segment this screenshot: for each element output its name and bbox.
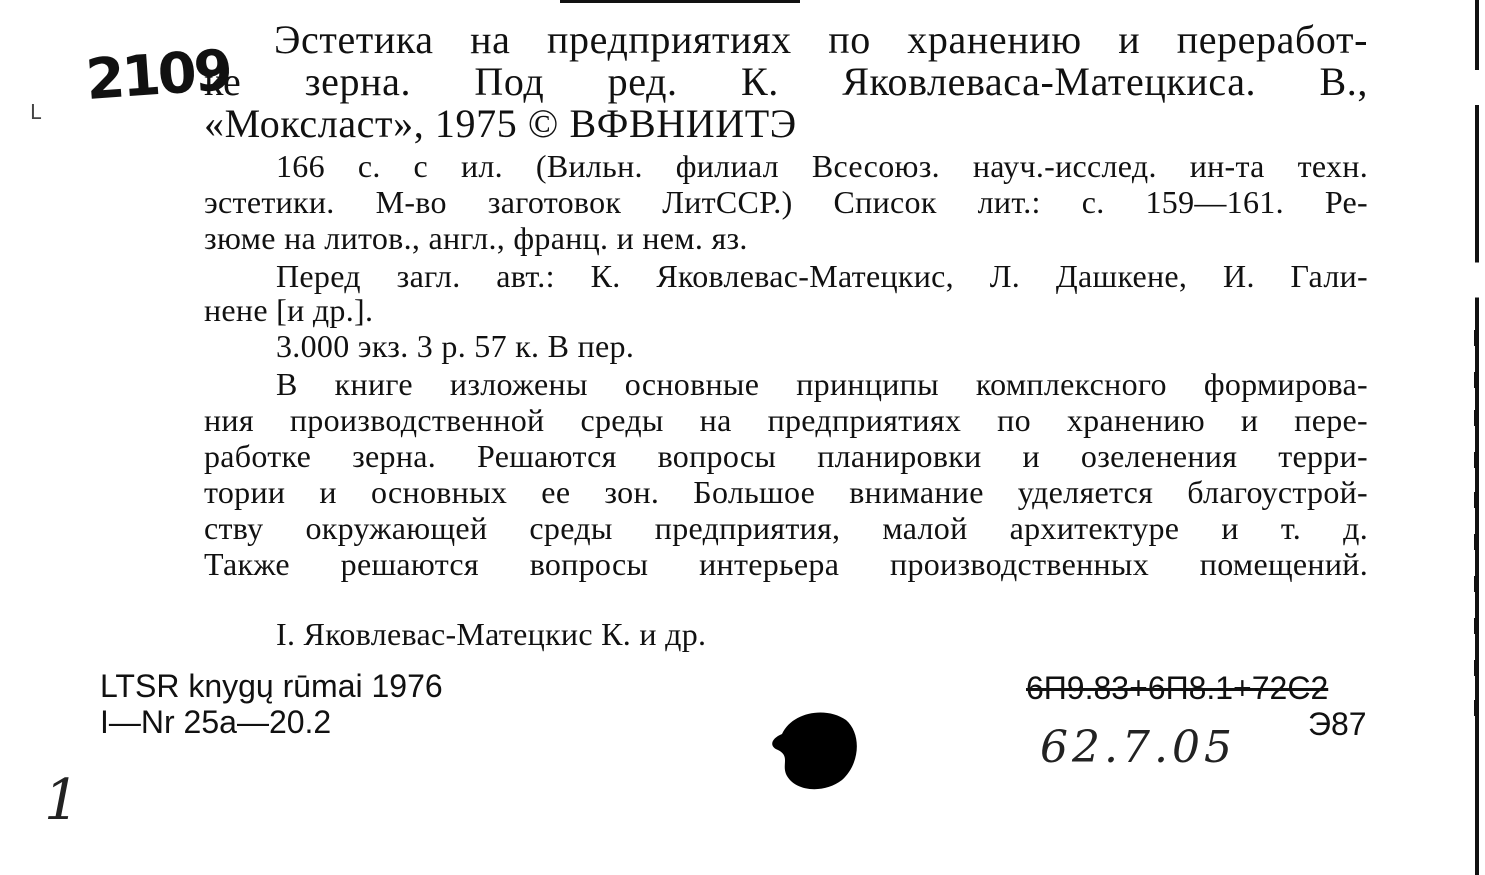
right-edge-border [1475,0,1479,875]
author-sign: Э87 [1308,706,1367,742]
margin-mark: L [30,100,42,124]
abstract-line-1: В книге изложены основные принципы комплексного формирова- [276,366,1368,402]
publisher-line-1: LTSR knygų rūmai 1976 [100,668,443,704]
publisher-line-2: I—Nr 25a—20.2 [100,704,332,740]
title-line-1: Эстетика на предприятиях по хранению и переработ- [274,17,1368,62]
classification-struck: 6П9.83+6П8.1+72С2 [1026,670,1329,706]
description-line-3: зюме на литов., англ., франц. и нем. яз. [204,220,748,256]
description-line-2: эстетики. М-во заготовок ЛитССР.) Список лит.: с. 159—161. Ре- [204,184,1368,220]
added-entry: I. Яковлевас-Матецкис К. и др. [276,616,707,652]
abstract-line-3: работке зерна. Решаются вопросы планировки и озеленения терри- [204,438,1368,474]
title-line-3: «Моксласт», 1975 © ВФВНИИТЭ [204,101,797,146]
authors-line-1: Перед загл. авт.: К. Яковлевас-Матецкис, Л. Дашкене, И. Гали- [276,258,1368,294]
title-line-2: ке зерна. Под ред. К. Яковлеваса-Матецкиса. В., [204,59,1368,104]
abstract-line-5: ству окружающей среды предприятия, малой архитектуре и т. д. [204,510,1368,546]
edition-line: 3.000 экз. 3 р. 57 к. В пер. [276,328,635,364]
description-line-1: 166 с. с ил. (Вильн. филиал Всесоюз. науч.-исслед. ин-та техн. [276,148,1368,184]
top-edge-mark [560,0,800,3]
handwritten-number: 2109 [83,38,232,113]
authors-line-2: нене [и др.]. [204,292,374,328]
handwritten-classification: 62.7.05 [1040,722,1236,773]
abstract-line-6: Также решаются вопросы интерьера производственных помещений. [204,546,1368,582]
ink-blot-icon [764,704,864,794]
handwritten-one: 1 [44,768,80,833]
abstract-line-4: тории и основных ее зон. Большое внимание уделяется благоустрой- [204,474,1368,510]
abstract-line-2: ния производственной среды на предприятиях по хранению и пере- [204,402,1368,438]
